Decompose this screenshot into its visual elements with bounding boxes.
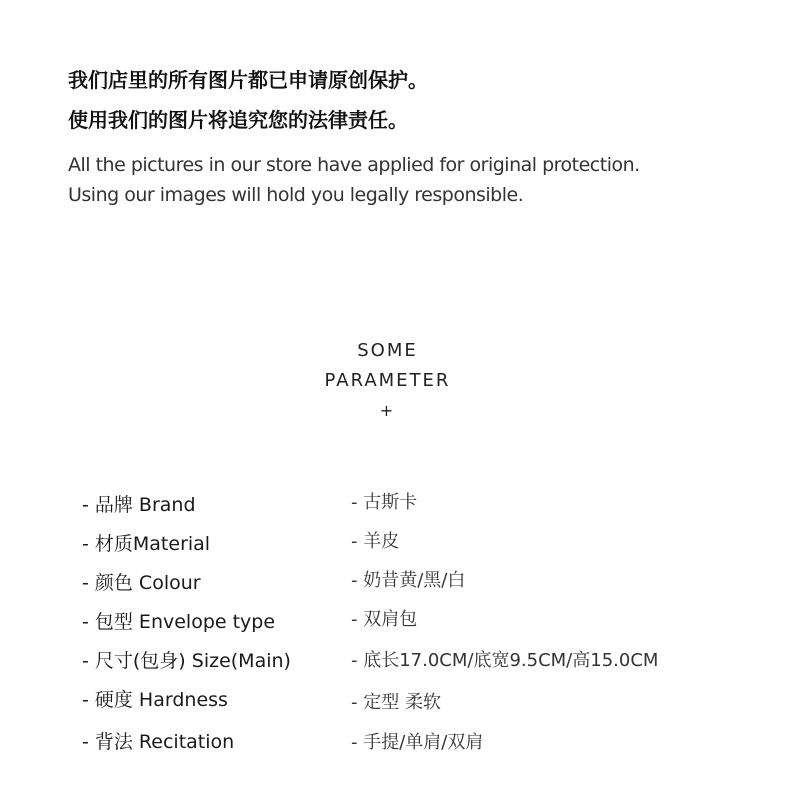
section-title-line-1: SOME <box>357 340 418 361</box>
param-value: - 手提/单肩/双肩 <box>351 732 484 753</box>
notice-english <box>68 150 758 210</box>
param-value: - 古斯卡 <box>351 492 418 513</box>
param-row-hardness <box>82 677 762 719</box>
param-row-size <box>82 638 762 677</box>
param-value: - 定型 柔软 <box>351 692 441 713</box>
param-row-recitation <box>82 719 762 758</box>
param-value: - 羊皮 <box>351 531 400 552</box>
notice-english-line-2: Using our images will hold you legally responsible. <box>68 184 524 206</box>
param-label: - 背法 Recitation <box>82 731 235 753</box>
param-row-material <box>82 521 762 560</box>
param-label: - 颜色 Colour <box>82 572 201 594</box>
notice-chinese-line-2: 使用我们的图片将追究您的法律责任。 <box>68 108 408 132</box>
param-label: - 材质Material <box>82 533 211 555</box>
parameter-section-title <box>0 336 775 426</box>
plus-icon: + <box>379 401 396 420</box>
parameter-list <box>82 482 762 758</box>
param-value: - 双肩包 <box>351 609 418 630</box>
param-label: - 包型 Envelope type <box>82 611 276 633</box>
param-row-brand <box>82 482 762 521</box>
param-value: - 奶昔黄/黑/白 <box>351 570 466 591</box>
section-title-line-2: PARAMETER <box>324 370 451 391</box>
param-label: - 品牌 Brand <box>82 494 196 516</box>
param-value: - 底长17.0CM/底宽9.5CM/高15.0CM <box>351 650 659 671</box>
param-label: - 尺寸(包身) Size(Main) <box>82 650 291 672</box>
param-label: - 硬度 Hardness <box>82 689 228 711</box>
copyright-notice <box>68 60 758 210</box>
param-row-colour <box>82 560 762 599</box>
notice-chinese-line-1: 我们店里的所有图片都已申请原创保护。 <box>68 68 428 92</box>
param-row-envelope-type <box>82 599 762 638</box>
notice-english-line-1: All the pictures in our store have applied for original protection. <box>68 154 640 176</box>
